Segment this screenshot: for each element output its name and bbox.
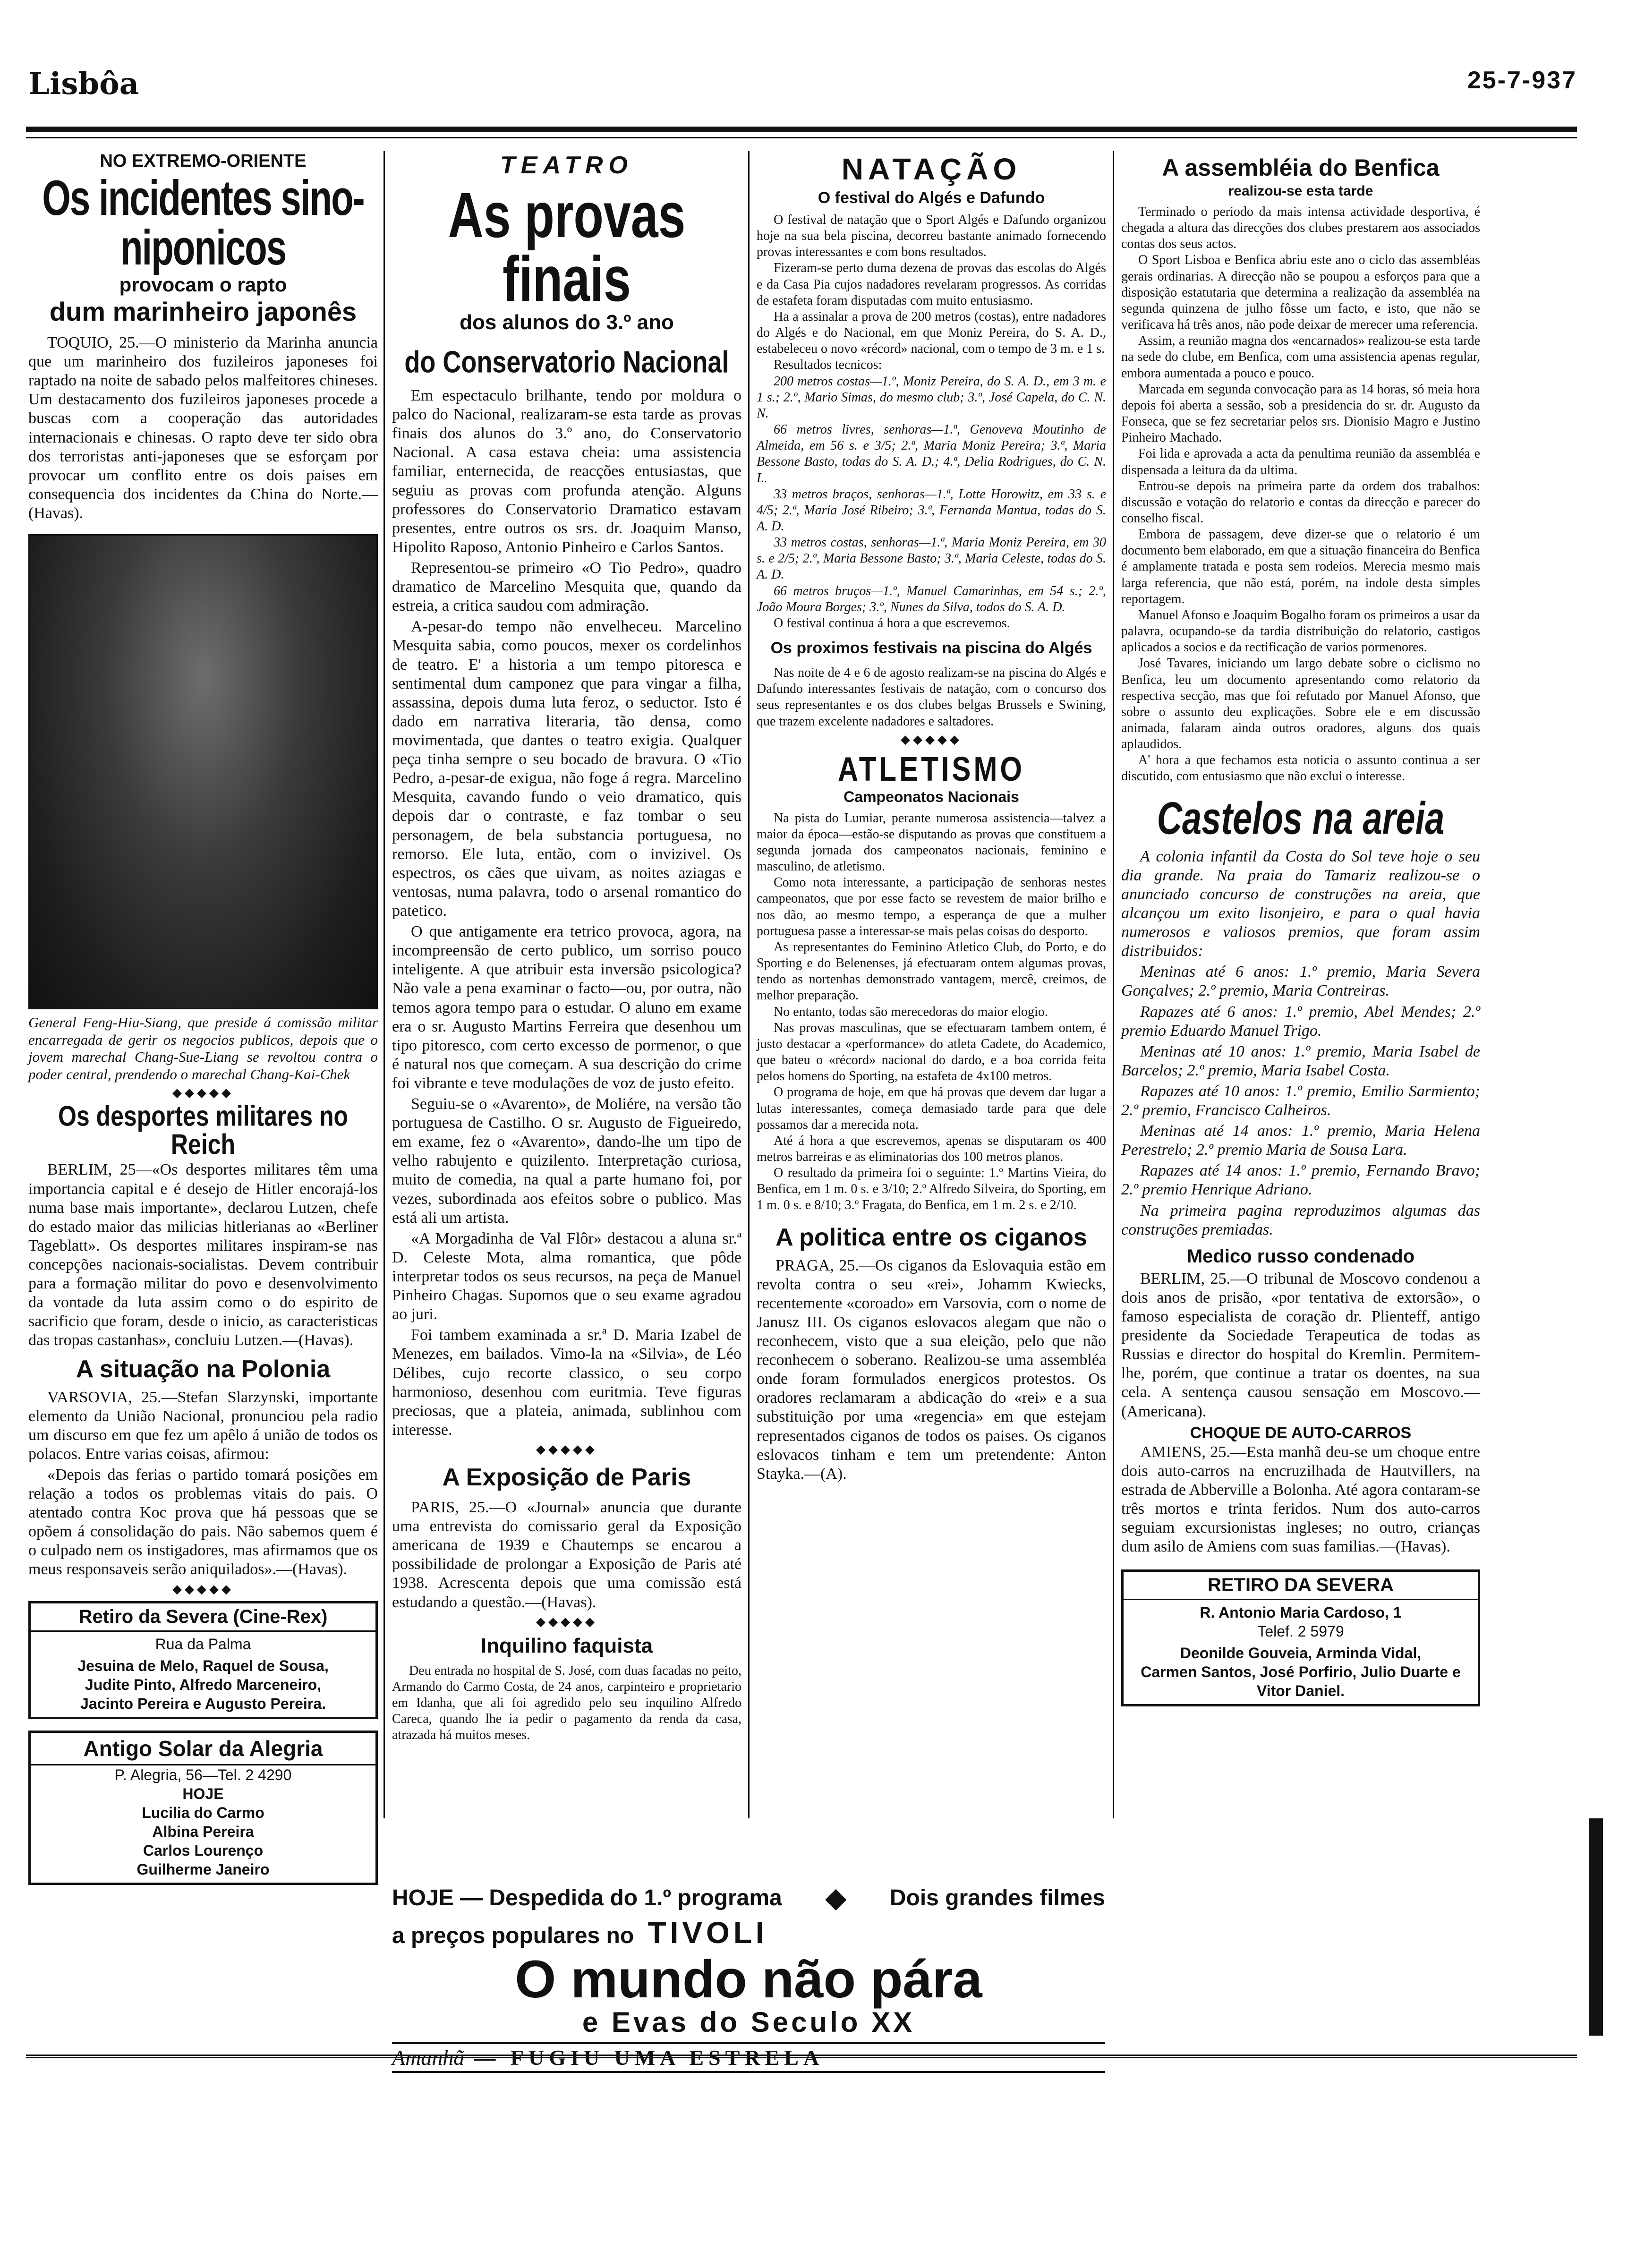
- advertisement: [1121, 1569, 1480, 1706]
- tivoli-advertisement: [392, 1882, 1105, 2073]
- article-body: [757, 212, 1106, 631]
- paragraph: Em espectaculo brilhante, tendo por moldura o palco do Nacional, realizaram-se esta tarde as provas finais dos alunos do 3.º ano, do Conservatorio Nacional. A casa estava cheia: uma assistencia familiar, enternecida, de reacções entusiastas, que seguiu as provas com profunda atenção. Alguns professores do Conservatorio Dramatico estavam presentes, entre outros os srs. dr. Joaquim Manso, Hipolito Raposo, Antonio Pinheiro e Carlos Santos.: [392, 387, 741, 556]
- diamond-icon: ◆: [826, 1883, 846, 1912]
- paragraph: Foi tambem examinada a sr.ª D. Maria Izabel de Menezes, em bailados. Vimo-la na «Silvia», de Léo Délibes, cujo recorte classico, o seu corpo harmonioso, desenhou com euritmia. Teve figuras preciosas, que a plateia, animada, sublinhou com interesse.: [392, 1326, 741, 1439]
- article-headline: ATLETISMO: [837, 750, 1025, 788]
- paragraph: 33 metros braços, senhoras—1.ª, Lotte Horowitz, em 33 s. e 4/5; 2.ª, Maria José Ribeiro; 3.ª, Fernanda Mantua, todas do S. A. D.: [757, 486, 1106, 534]
- article-body: [1121, 204, 1480, 785]
- article-headline: Os incidentes sino-niponicos: [42, 169, 364, 276]
- paragraph: 200 metros costas—1.º, Moniz Pereira, do S. A. D., em 3 m. e 1 s.; 2.º, Mario Simas, do mesmo club; 3.º, José Capela, do C. N. N.: [757, 374, 1106, 421]
- ad-line: Lucilia do Carmo: [142, 1804, 264, 1821]
- paragraph: Até á hora a que escrevemos, apenas se disputaram os 400 metros barreiras e as eliminatorias dos 100 metros planos.: [757, 1133, 1106, 1164]
- banner-line: a preços populares no: [392, 1923, 634, 1948]
- paragraph: A colonia infantil da Costa do Sol teve hoje o seu dia grande. Na praia do Tamariz realizou-se o anunciado concurso de construções na areia, que alcançou um exito lisonjeiro, e para o qual havia numerosos e valiosos premios, que foram assim distribuidos:: [1121, 847, 1480, 960]
- advertisement: [28, 1731, 378, 1885]
- paragraph: 33 metros costas, senhoras—1.ª, Maria Moniz Pereira, em 30 s. e 2/5; 2.ª, Maria Bessone Basto; 3.ª, Maria Celeste, todas do S. A. D.: [757, 535, 1106, 582]
- portrait-photo: [28, 534, 378, 1009]
- paragraph: O Sport Lisboa e Benfica abriu este ano o ciclo das assembléas gerais ordinarias. A direcção não se poupou a esforços para que a disposição estatutaria que determina a realização da assembléa na segunda quinzena de julho fôsse um facto, e isto, que não se verificava há três anos, não pode deixar de merecer uma referencia.: [1121, 253, 1480, 333]
- column-3: [757, 151, 1106, 1485]
- masthead-date: 25-7-937: [1467, 67, 1577, 94]
- paragraph: Meninas até 14 anos: 1.º premio, Maria Helena Perestrelo; 2.º premio Maria de Sousa Lara.: [1121, 1122, 1480, 1159]
- article-body: [392, 1498, 741, 1612]
- article-headline: Os desportes militares no Reich: [58, 1100, 349, 1161]
- paragraph: Ha a assinalar a prova de 200 metros (costas), entre nadadores do Algés e do Nacional, em que Moniz Pereira, do S. A. D., estabeleceu o novo «récord» nacional, com o tempo de 3 m. e 1 s.: [757, 309, 1106, 357]
- paragraph: Fizeram-se perto duma dezena de provas das escolas do Algés e da Casa Pia cujos nadadores revelaram progressos. As corridas de estafeta foram disputadas com muito entusiasmo.: [757, 261, 1106, 308]
- paragraph: O programa de hoje, em que há provas que devem dar lugar a lutas interessantes, começa demasiado tarde para que dele possamos dar a merecida nota.: [757, 1085, 1106, 1132]
- paragraph: Assim, a reunião magna dos «encarnados» realizou-se esta tarde na sede do clube, em Benfica, com uma assistencia apenas regular, embora aumentada a pouco e pouco.: [1121, 333, 1480, 381]
- paragraph: BERLIM, 25—«Os desportes militares têm uma importancia capital e é desejo de Hitler encorajá-los numa base mais importante», declarou Lutzen, chefe do estado maior das milicias hitlerianas ao «Berliner Tageblatt». Os desportes militares inspiram-se nas concepções nacionais-socialistas. Devem contribuir para a formação militar do povo e desenvolvimento da vontade da luta assim como o do espirito de sacrificio que foram, desde o inicio, as caracteristicas das tropas castanhas», concluiu Lutzen.—(Havas).: [28, 1161, 378, 1349]
- article-headline: A politica entre os ciganos: [775, 1223, 1087, 1251]
- paragraph: O festival de natação que o Sport Algés e Dafundo organizou hoje na sua bela piscina, decorreu bastante animado fornecendo provas interessantes e com bons resultados.: [757, 213, 1106, 260]
- article-subheadline: provocam o rapto: [119, 273, 287, 296]
- paragraph: VARSOVIA, 25.—Stefan Slarzynski, importante elemento da União Nacional, pronunciou pela radio um discurso em que fez um apêlo á união de todos os polacos. Entre varias coisas, afirmou:: [28, 1388, 378, 1463]
- ad-line: Jesuina de Melo, Raquel de Sousa,: [77, 1657, 329, 1674]
- paragraph: PARIS, 25.—O «Journal» anuncia que durante uma entrevista do comissario geral da Exposição americana de 1939 e Chautemps se encarou a possibilidade de prolongar a Exposição de Paris até 1938. Acrescenta depois que uma comissão está estudando a questão.—(Havas).: [392, 1499, 741, 1611]
- article-headline: NATAÇÃO: [841, 152, 1022, 186]
- ad-street: Rua da Palma: [155, 1635, 251, 1653]
- ad-line: Carlos Lourenço: [143, 1842, 264, 1859]
- paragraph: A' hora a que fechamos esta noticia o assunto continua a ser discutido, com entusiasmo que não exclui o interesse.: [1121, 753, 1480, 784]
- article-body: [28, 1160, 378, 1350]
- section-label: NO EXTREMO-ORIENTE: [100, 151, 307, 171]
- banner-line: — FUGIU UMA ESTRELA: [474, 2046, 824, 2070]
- ad-title: RETIRO DA SEVERA: [1124, 1572, 1478, 1600]
- paragraph: Na pista do Lumiar, perante numerosa assistencia—talvez a maior da época—estão-se disputando as provas que constituem a segunda jornada dos campeonatos nacionais, feminino e masculino, de atletismo.: [757, 810, 1106, 874]
- ad-line: Judite Pinto, Alfredo Marceneiro,: [85, 1676, 322, 1693]
- article-headline: A situação na Polonia: [76, 1355, 331, 1383]
- banner-film-title: O mundo não pára: [515, 1950, 982, 2009]
- article-body: [392, 1663, 741, 1744]
- article-headline: Castelos na areia: [1157, 793, 1445, 844]
- column-divider: [748, 151, 750, 1818]
- article-body: [757, 665, 1106, 730]
- column-2: [392, 151, 741, 1743]
- article-headline: As provas finais: [448, 180, 686, 315]
- article-body: [1121, 1270, 1480, 1421]
- banner-line: HOJE — Despedida do 1.º programa: [392, 1885, 782, 1910]
- article-headline: A Exposição de Paris: [442, 1464, 691, 1492]
- column-divider: [383, 151, 385, 1818]
- paragraph: «A Morgadinha de Val Flôr» destacou a aluna sr.ª D. Celeste Mota, alma romantica, que pôde interpretar todos os seus recursos, na peça de Manuel Pinheiro Chagas. Supomos que o seu exame agradou ao juri.: [392, 1229, 741, 1323]
- ad-title: Antigo Solar da Alegria: [31, 1733, 375, 1765]
- paragraph: 66 metros bruços—1.º, Manuel Camarinhas, em 54 s.; 2.º, João Moura Borges; 3.º, Nunes da Silva, todos do S. A. D.: [757, 583, 1106, 614]
- article-subheadline: dos alunos do 3.º ano: [460, 311, 674, 334]
- paragraph: Meninas até 6 anos: 1.º premio, Maria Severa Gonçalves; 2.º premio, Maria Contreiras.: [1121, 963, 1480, 1000]
- advertisement: [28, 1601, 378, 1719]
- paragraph: Nas noite de 4 e 6 de agosto realizam-se na piscina do Algés e Dafundo interessantes festivais de natação, com o concurso dos seus representantes e os dos clubes belgas Brussels e Swining, que trazem excelente nadadores e saltadores.: [757, 665, 1106, 729]
- paragraph: O resultado da primeira foi o seguinte: 1.º Martins Vieira, do Benfica, em 1 m. 0 s. e 3/10; 2.º Alfredo Silveira, do Sporting, em 1 m. 0 s. e 8/10; 3.º Fragata, do Benfica, em 1 m. 2 s. e 2/10.: [757, 1166, 1106, 1213]
- separator-ornament: ◆◆◆◆◆: [536, 1614, 597, 1629]
- paragraph: «Depois das ferias o partido tomará posições em relação a todos os problemas vitais do pais. O atentado contra Koc prova que há pessoas que se opõem á consolidação do pais. Não sabemos quem é o culpado nem os instigadores, mas afirmamos que os meus responsaveis serão aniquilados».—(Havas).: [28, 1466, 378, 1578]
- paragraph: Resultados tecnicos:: [774, 358, 882, 373]
- paragraph: Nas provas masculinas, que se efectuaram tambem ontem, é justo destacar a «performance» do atleta Cadete, do Academico, que bateu o «récord» nacional do dardo, e a boa corrida feita pelos homens do Sporting, na estafeta de 4x100 metros.: [757, 1020, 1106, 1084]
- paragraph: PRAGA, 25.—Os ciganos da Eslovaquia estão em revolta contra o seu «rei», Johamm Kwiecks, recentemente «coroado» em Varsovia, com o nome de Janusz III. Os ciganos eslovacos alegam que não o reconhecem, visto que a sua eleição, pelo que não reconhecem o soberano. Realizou-se uma assembléa onde foram formulados energicos protestos. Os oradores reclamaram a abdicação do «rei» e a sua substituição por uma «regencia» em que estejam representados ciganos de todos os paises. Os ciganos eslovacos tinham e tem um pretendente: Anton Stayka.—(A).: [757, 1256, 1106, 1483]
- separator-ornament: ◆◆◆◆◆: [901, 732, 962, 746]
- paragraph: Entrou-se depois na primeira parte da ordem dos trabalhos: discussão e votação do relatorio e contas da direcção e parecer do conselho fiscal.: [1121, 478, 1480, 526]
- article-subheadline: Os proximos festivais na piscina do Algés: [770, 639, 1092, 657]
- masthead-rule: [26, 127, 1577, 132]
- ad-title: Retiro da Severa (Cine-Rex): [31, 1603, 375, 1632]
- article-subheadline: do Conservatorio Nacional: [404, 345, 729, 379]
- article-body: [1121, 847, 1480, 1239]
- paragraph: Foi lida e aprovada a acta da penultima reunião da assembléa e dispensada a leitura da da ultima.: [1121, 446, 1480, 477]
- banner-line: Dois grandes filmes: [889, 1885, 1105, 1910]
- banner-venue: TIVOLI: [648, 1916, 768, 1950]
- article-body: [28, 1388, 378, 1579]
- paragraph: Rapazes até 14 anos: 1.º premio, Fernando Bravo; 2.º premio Henrique Adriano.: [1121, 1162, 1480, 1199]
- paragraph: 66 metros livres, senhoras—1.ª, Genoveva Moutinho de Almeida, em 56 s. e 3/5; 2.ª, Maria Moniz Pereira; 3.ª, Maria Bessone Basto, todas do S. A. D.; 4.ª, Delia Rodrigues, do C. N. L.: [757, 422, 1106, 486]
- article-headline: Medico russo condenado: [1186, 1245, 1415, 1267]
- article-body: [392, 386, 741, 1440]
- article-subheadline: Campeonatos Nacionais: [844, 788, 1019, 805]
- article-body: [1121, 1443, 1480, 1557]
- banner-film-title: Evas do Seculo XX: [611, 2006, 915, 2038]
- paragraph: Na primeira pagina reproduzimos algumas das construções premiadas.: [1121, 1202, 1480, 1238]
- paragraph: No entanto, todas são merecedoras do maior elogio.: [774, 1004, 1048, 1019]
- ad-line: Guilherme Janeiro: [136, 1860, 270, 1878]
- paragraph: Embora de passagem, deve dizer-se que o relatorio é um documento bem elaborado, em que a situação financeira do Benfica é amplamente tratada e posta sem rodeios. Merecia mesmo mais larga referencia, que não está, porém, na indole desta simples reportagem.: [1121, 527, 1480, 606]
- article-subheadline: dum marinheiro japonês: [49, 297, 357, 326]
- ad-line: Albina Pereira: [152, 1823, 254, 1840]
- paragraph: Marcada em segunda convocação para as 14 horas, só meia hora depois foi aberta a sessão, sob a presidencia do sr. dr. Augusto da Fonseca, que se fez secretariar pelos srs. Dionisio Magro e Justino Pinheiro Machado.: [1121, 382, 1480, 445]
- paragraph: AMIENS, 25.—Esta manhã deu-se um choque entre dois auto-carros na encruzilhada de Hautvillers, na estrada de Abberville a Bolonha. Até agora contaram-se três mortos e trinta feridos. Num dos auto-carros seguiam excursionistas ingleses; no outro, crianças dum asilo de Amiens com suas familias.—(Havas).: [1121, 1443, 1480, 1556]
- ad-line: Carmen Santos, José Porfirio, Julio Duarte e Vitor Daniel.: [1141, 1663, 1461, 1700]
- ad-line: Jacinto Pereira e Augusto Pereira.: [80, 1695, 326, 1712]
- ad-line: Deonilde Gouveia, Arminda Vidal,: [1180, 1645, 1422, 1662]
- section-kicker: TEATRO: [500, 152, 633, 179]
- masthead-rule-thin: [26, 137, 1577, 138]
- photo-caption: General Feng-Hiu-Siang, que preside á comissão militar encarregada de gerir os negocios publicos, depois que o jovem marechal Chang-Sue-Liang se revoltou contra o poder central, prendendo o marechal Chang-Kai-Chek: [28, 1014, 378, 1083]
- column-1: [28, 151, 378, 1885]
- article-headline: A assembléia do Benfica: [1162, 154, 1440, 181]
- banner-line: e: [582, 2006, 598, 2038]
- article-body: [28, 333, 378, 523]
- paragraph: TOQUIO, 25.—O ministerio da Marinha anuncia que um marinheiro dos fuzileiros japoneses foi raptado na noite de sabado pelos malfeitores chineses. Um destacamento dos fuzileiros japoneses procede a buscas com a cooperação das autoridades internacionais e chinesas. O rapto deve ter sido obra dos terroristas anti-japoneses que se esforçam por provocar um conflito entre os dois paises em consequencia dos incidentes da China do Norte.—(Havas).: [28, 334, 378, 522]
- paragraph: O festival continua á hora a que escrevemos.: [774, 615, 1010, 631]
- paragraph: Deu entrada no hospital de S. José, com duas facadas no peito, Armando do Carmo Costa, de 24 anos, carpinteiro e proprietario em Idanha, que ali foi agredido pelo seu inquilino Alfredo Careca, quando lhe ia pedir o pagamento da renda da casa, atrazada há muitos meses.: [392, 1663, 741, 1743]
- banner-line: Amanhã: [392, 2046, 465, 2070]
- paragraph: BERLIM, 25.—O tribunal de Moscovo condenou a dois anos de prisão, «por tentativa de extorsão», o famoso especialista de coração dr. Plienteff, antigo presidente da Sociedade Terapeutica de todas as Russias e director do hospital do Kremlin. Permitem-lhe, porém, que continue a tratar os doentes, na sua cela. A sentença causou sensação em Moscovo.—(Americana).: [1121, 1270, 1480, 1420]
- ad-phone: Telef. 2 5979: [1257, 1623, 1344, 1640]
- ad-address: P. Alegria, 56—Tel. 2 4290: [114, 1766, 292, 1783]
- paragraph: A-pesar-do tempo não envelheceu. Marcelino Mesquita sabia, como poucos, mexer os cordelinhos de teatro. E' a historia a um tempo pitoresca e sentimental dum camponez que para vingar a filha, assassina, depois duma luta feroz, o seductor. Isto é dado em narrativa literaria, tão densa, como movimentada, que dantes o teatro exigia. Qualquer peça tinha sempre o seu bocado de bravura. O «Tio Pedro, a-pesar-de exigua, não foge á regra. Marcelino Mesquita, cavando fundo o veio dramatico, quis depois dar o contraste, e faz tombar o seu personagem, de bela substancia portuguesa, no remorso. Ele luta, então, com o invizivel. Os espectros, os cães que uivam, as noites aziagas e ventosas, numa palavra, todo o arsenal romantico do patetico.: [392, 618, 741, 920]
- paragraph: José Tavares, iniciando um largo debate sobre o ciclismo no Benfica, leu um documento apresentando como relatorio da respectiva secção, mas que foi refutado por Manuel Afonso, que sobre o assunto deu explicações. Sobre ele e em discussão animada, falaram ainda outros oradores, alguns dos quais aplaudidos.: [1121, 656, 1480, 752]
- paragraph: Como nota interessante, a participação de senhoras nestes campeonatos, que por esse facto se revestem de maior brilho e nos dão, ao mesmo tempo, a esperança de que a mulher portuguesa passe a interessar-se mais pelas coisas do desporto.: [757, 875, 1106, 938]
- paragraph: Rapazes até 10 anos: 1.º premio, Emilio Sarmiento; 2.º premio, Francisco Calheiros.: [1121, 1082, 1480, 1119]
- separator-ornament: ◆◆◆◆◆: [172, 1582, 234, 1596]
- article-subheadline: O festival do Algés e Dafundo: [818, 189, 1045, 207]
- paragraph: Terminado o periodo da mais intensa actividade desportiva, é chegada a altura das direcções dos clubes prestarem aos associados contas dos seus actos.: [1121, 205, 1480, 252]
- ad-today: HOJE: [182, 1785, 224, 1802]
- paragraph: O que antigamente era tetrico provoca, agora, na incompreensão de certo publico, um sorriso pouco inteligente. A que atribuir esta inversão psicologica? Não vale a pena examinar o facto—ou, por outra, não temos agora tempo para o estudar. O aluno em exame era o sr. Augusto Martins Ferreira que desenhou um tipo pitoresco, com certo excesso de pormenor, o que é natural nos que começam. A sua descrição do crime foi vibrante e teve modulações de voz de justo efeito.: [392, 923, 741, 1092]
- column-4: [1121, 151, 1480, 1706]
- article-body: [757, 1256, 1106, 1484]
- column-divider: [1113, 151, 1114, 1818]
- paragraph: Meninas até 10 anos: 1.º premio, Maria Isabel de Barcelos; 2.º premio, Maria Isabel Costa.: [1121, 1042, 1480, 1079]
- ad-address: R. Antonio Maria Cardoso, 1: [1200, 1604, 1402, 1621]
- article-headline: CHOQUE DE AUTO-CARROS: [1190, 1424, 1412, 1442]
- article-body: [757, 810, 1106, 1214]
- paragraph: Representou-se primeiro «O Tio Pedro», quadro dramatico de Marcelino Mesquita que, quando da estreia, a critica saudou com admiração.: [392, 559, 741, 615]
- edge-bar: [1589, 1818, 1603, 2036]
- separator-ornament: ◆◆◆◆◆: [172, 1086, 234, 1100]
- article-subheadline: realizou-se esta tarde: [1228, 183, 1373, 199]
- paragraph: Rapazes até 6 anos: 1.º premio, Abel Mendes; 2.º premio Eduardo Manuel Trigo.: [1121, 1003, 1480, 1040]
- paragraph: Seguiu-se o «Avarento», de Moliére, na versão tão portuguesa de Castilho. O sr. Augusto de Figueiredo, em exame, fez o «Avarento», dando-lhe um tipo de velho rabujento e quizilento. Interpretação curiosa, muito de comedia, na qual a parte humano foi, por vezes, subordinada aos efeitos sobre o publico. Mas está ali um artista.: [392, 1095, 741, 1227]
- separator-ornament: ◆◆◆◆◆: [536, 1442, 597, 1457]
- article-headline: Inquilino faquista: [480, 1634, 653, 1657]
- paragraph: As representantes do Feminino Atletico Club, do Porto, e do Sporting e do Belenenses, já efectuaram ontem algumas provas, tendo as nortenhas demonstrado vantagem, mercê, creimos, de melhor preparação.: [757, 939, 1106, 1003]
- masthead-city: Lisbôa: [28, 66, 139, 102]
- footer-rule: [26, 2055, 1577, 2058]
- paragraph: Manuel Afonso e Joaquim Bogalho foram os primeiros a usar da palavra, ocupando-se da tardia distribuição do relatorio, castigos aplicados a socios e da rectificação de varios pormenores.: [1121, 607, 1480, 655]
